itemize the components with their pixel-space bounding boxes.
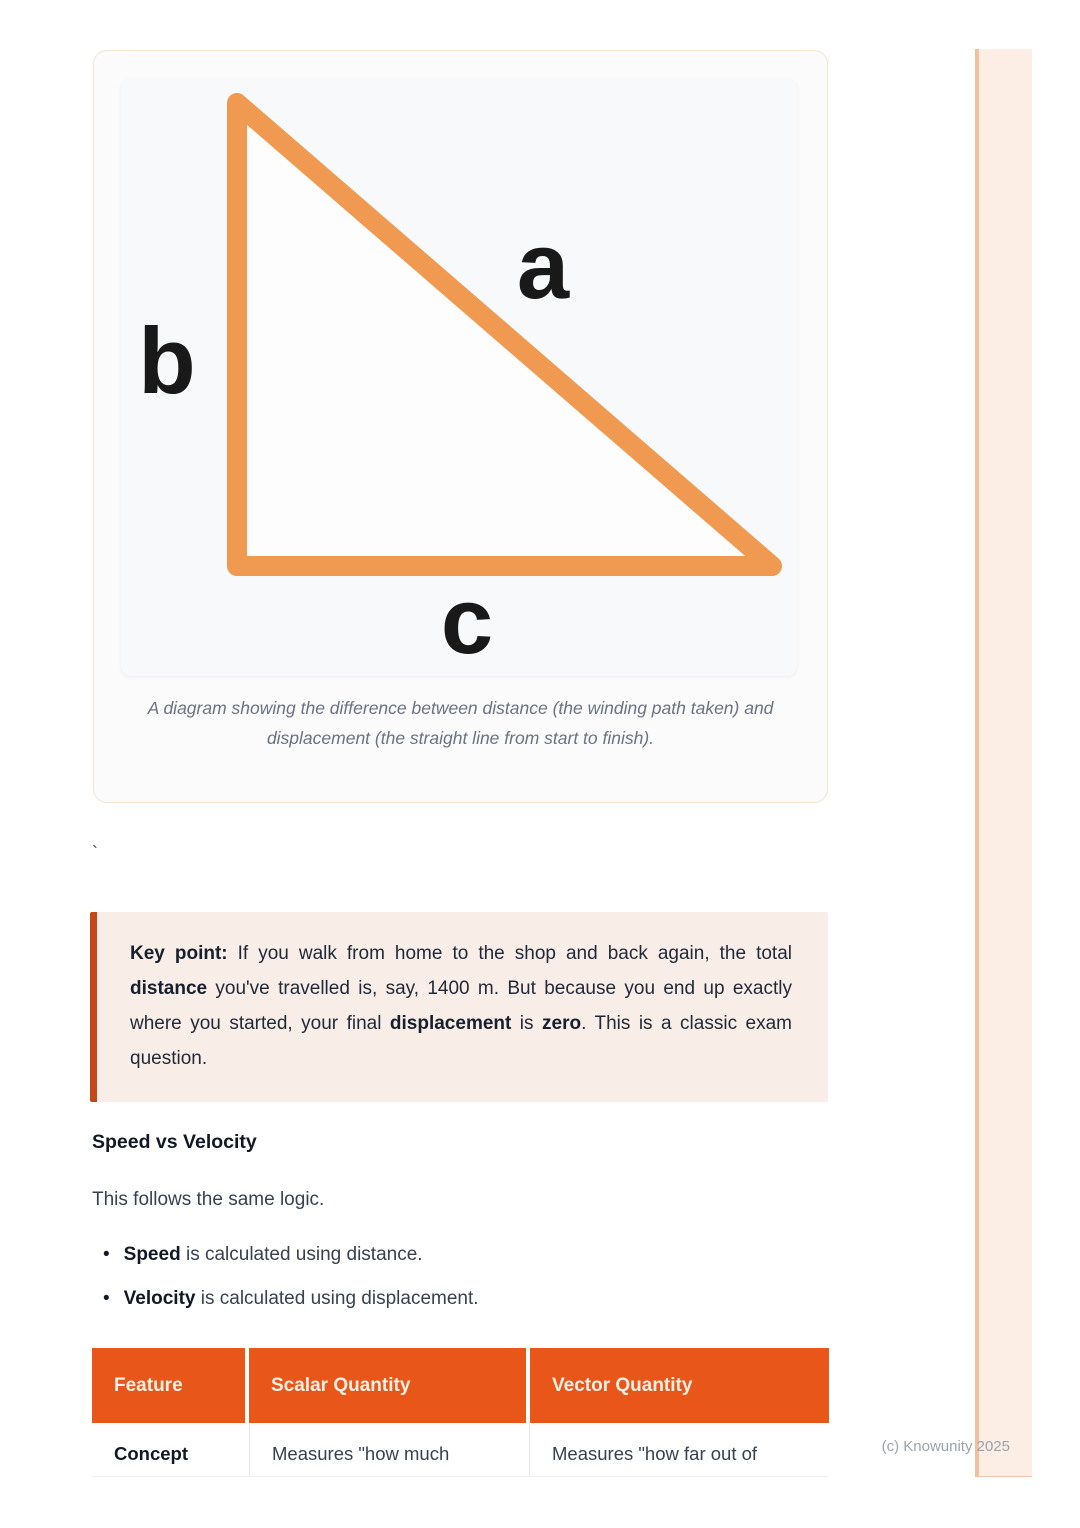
key-point-text-3: is	[511, 1013, 542, 1034]
triangle-label-c: c	[440, 568, 494, 673]
scalar-vector-table	[92, 1348, 829, 1477]
page-edge-strip	[975, 49, 1032, 1477]
triangle-diagram-image	[121, 79, 797, 676]
triangle-label-a: a	[516, 213, 570, 318]
table-header-vector: Vector Quantity	[530, 1348, 829, 1423]
triangle-shape	[237, 103, 772, 566]
bullet-text	[124, 1244, 423, 1266]
bullet-icon: •	[103, 1288, 110, 1309]
table-cell-scalar: Measures "how much	[249, 1423, 525, 1476]
key-point-bold-zero: zero	[542, 1013, 582, 1034]
list-item-velocity	[103, 1288, 479, 1310]
bullet-rest: is calculated using displacement.	[195, 1288, 479, 1309]
key-point-text-4: . This is a classic exam question.	[130, 1013, 792, 1069]
table-header-feature: Feature	[92, 1348, 245, 1423]
key-point-text-1: If you walk from home to the shop and back again, the total	[227, 943, 792, 964]
key-point-text-2: you've travelled is, say, 1400 m. But because you end up exactly where you started, your final	[130, 978, 792, 1034]
table-row	[92, 1423, 829, 1477]
key-point-bold-distance: distance	[130, 978, 208, 999]
table-cell-vector: Measures "how far out of	[529, 1423, 827, 1476]
table-header-row	[92, 1348, 829, 1423]
list-item-speed	[103, 1244, 423, 1266]
copyright-text: (c) Knowunity 2025	[881, 1438, 1010, 1455]
figure-caption: A diagram showing the difference between distance (the winding path taken) and displacement (the straight line from start to finish).	[147, 698, 774, 748]
figure-card	[93, 50, 828, 803]
stray-backtick-text: `	[92, 843, 98, 863]
section-heading: Speed vs Velocity	[92, 1131, 257, 1153]
key-point-lead: Key point:	[130, 943, 228, 964]
section-intro: This follows the same logic.	[92, 1189, 325, 1210]
bullet-text	[124, 1288, 479, 1310]
triangle-graphic	[121, 79, 797, 676]
table-cell-feature: Concept	[92, 1423, 245, 1476]
bullet-rest: is calculated using distance.	[180, 1244, 423, 1265]
bullet-term: Velocity	[123, 1288, 196, 1309]
key-point-bold-displacement: displacement	[389, 1013, 512, 1034]
bullet-icon: •	[103, 1244, 110, 1265]
key-point-callout	[90, 912, 828, 1102]
table-header-scalar: Scalar Quantity	[249, 1348, 526, 1423]
bullet-term: Speed	[123, 1244, 181, 1265]
triangle-label-b: b	[138, 308, 196, 413]
